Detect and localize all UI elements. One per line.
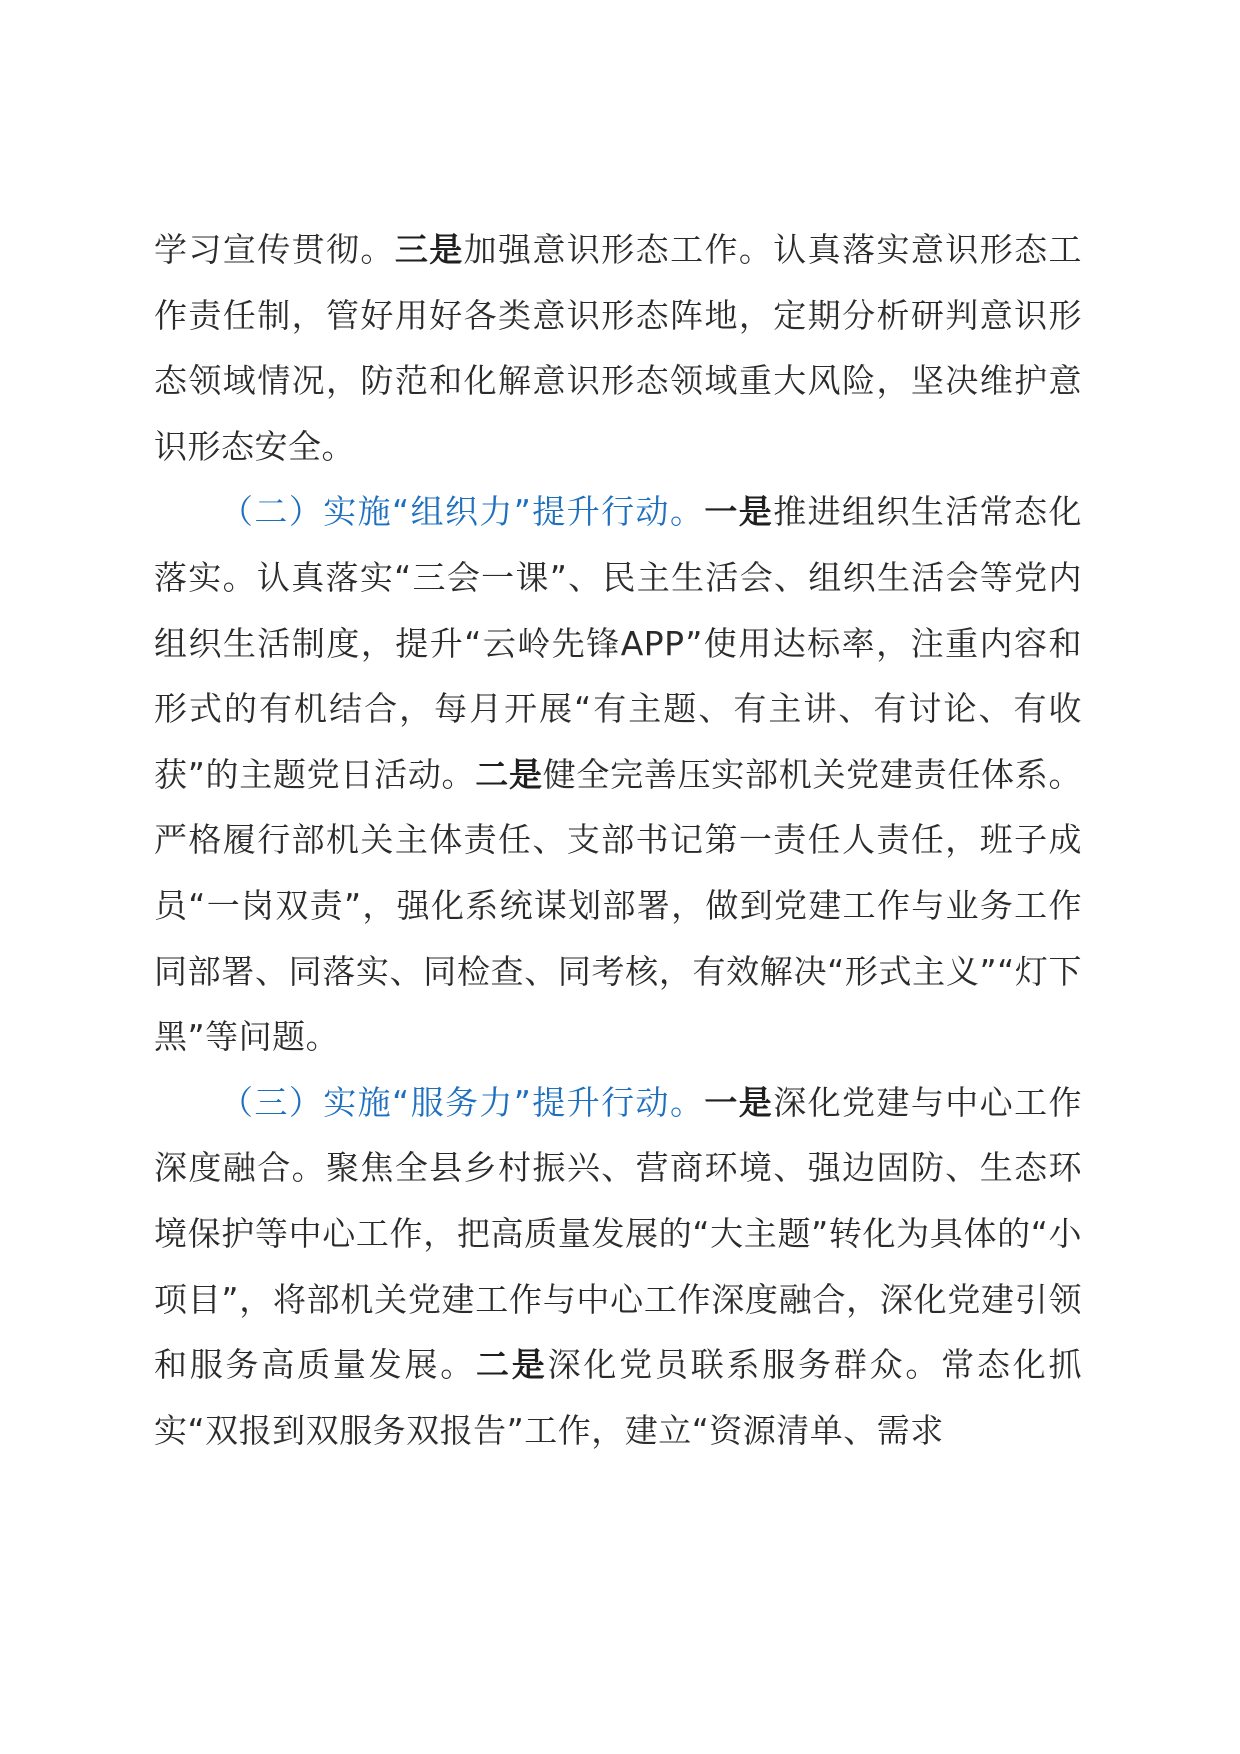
text-segment: 深化党员联系服务群众。常态化抓实“双报到双服务双报告”工作，建立“资源清单、需求: [154, 1345, 1083, 1450]
text-segment: 加强意识形态工作。认真落实意识形态工作责任制，管好用好各类意识形态阵地，定期分析研判意识形态领域情况，防范和化解意识形态领域重大风险，坚决维护意识形态安全。: [154, 230, 1083, 466]
bold-marker: 二是: [475, 754, 543, 794]
document-body: [154, 217, 1082, 1463]
section-heading: （二）实施“组织力”提升行动。: [220, 492, 705, 532]
paragraph-1: [154, 217, 1082, 479]
paragraph-2: [154, 479, 1082, 1069]
text-segment: 学习宣传贯彻。: [154, 230, 395, 269]
section-heading: （三）实施“服务力”提升行动。: [220, 1082, 705, 1122]
bold-marker: 一是: [704, 1082, 774, 1122]
bold-marker: 三是: [394, 230, 464, 269]
bold-marker: 二是: [476, 1345, 548, 1385]
paragraph-3: [154, 1070, 1082, 1464]
text-segment: 推进组织生活常态化落实。认真落实“三会一课”、民主生活会、组织生活会等党内组织生活制度，提升“云岭先锋APP”使用达标率，注重内容和形式的有机结合，每月开展“有主题、有主讲、有讨论、有收获”的主题党日活动。: [154, 492, 1082, 794]
text-segment: 健全完善压实部机关党建责任体系。严格履行部机关主体责任、支部书记第一责任人责任，班子成员“一岗双责”，强化系统谋划部署，做到党建工作与业务工作同部署、同落实、同检查、同考核，有效解决“形式主义”“灯下黑”等问题。: [154, 754, 1082, 1057]
bold-marker: 一是: [704, 492, 774, 532]
text-segment: 深化党建与中心工作深度融合。聚焦全县乡村振兴、营商环境、强边固防、生态环境保护等中心工作，把高质量发展的“大主题”转化为具体的“小项目”，将部机关党建工作与中心工作深度融合，深化党建引领和服务高质量发展。: [154, 1082, 1082, 1385]
